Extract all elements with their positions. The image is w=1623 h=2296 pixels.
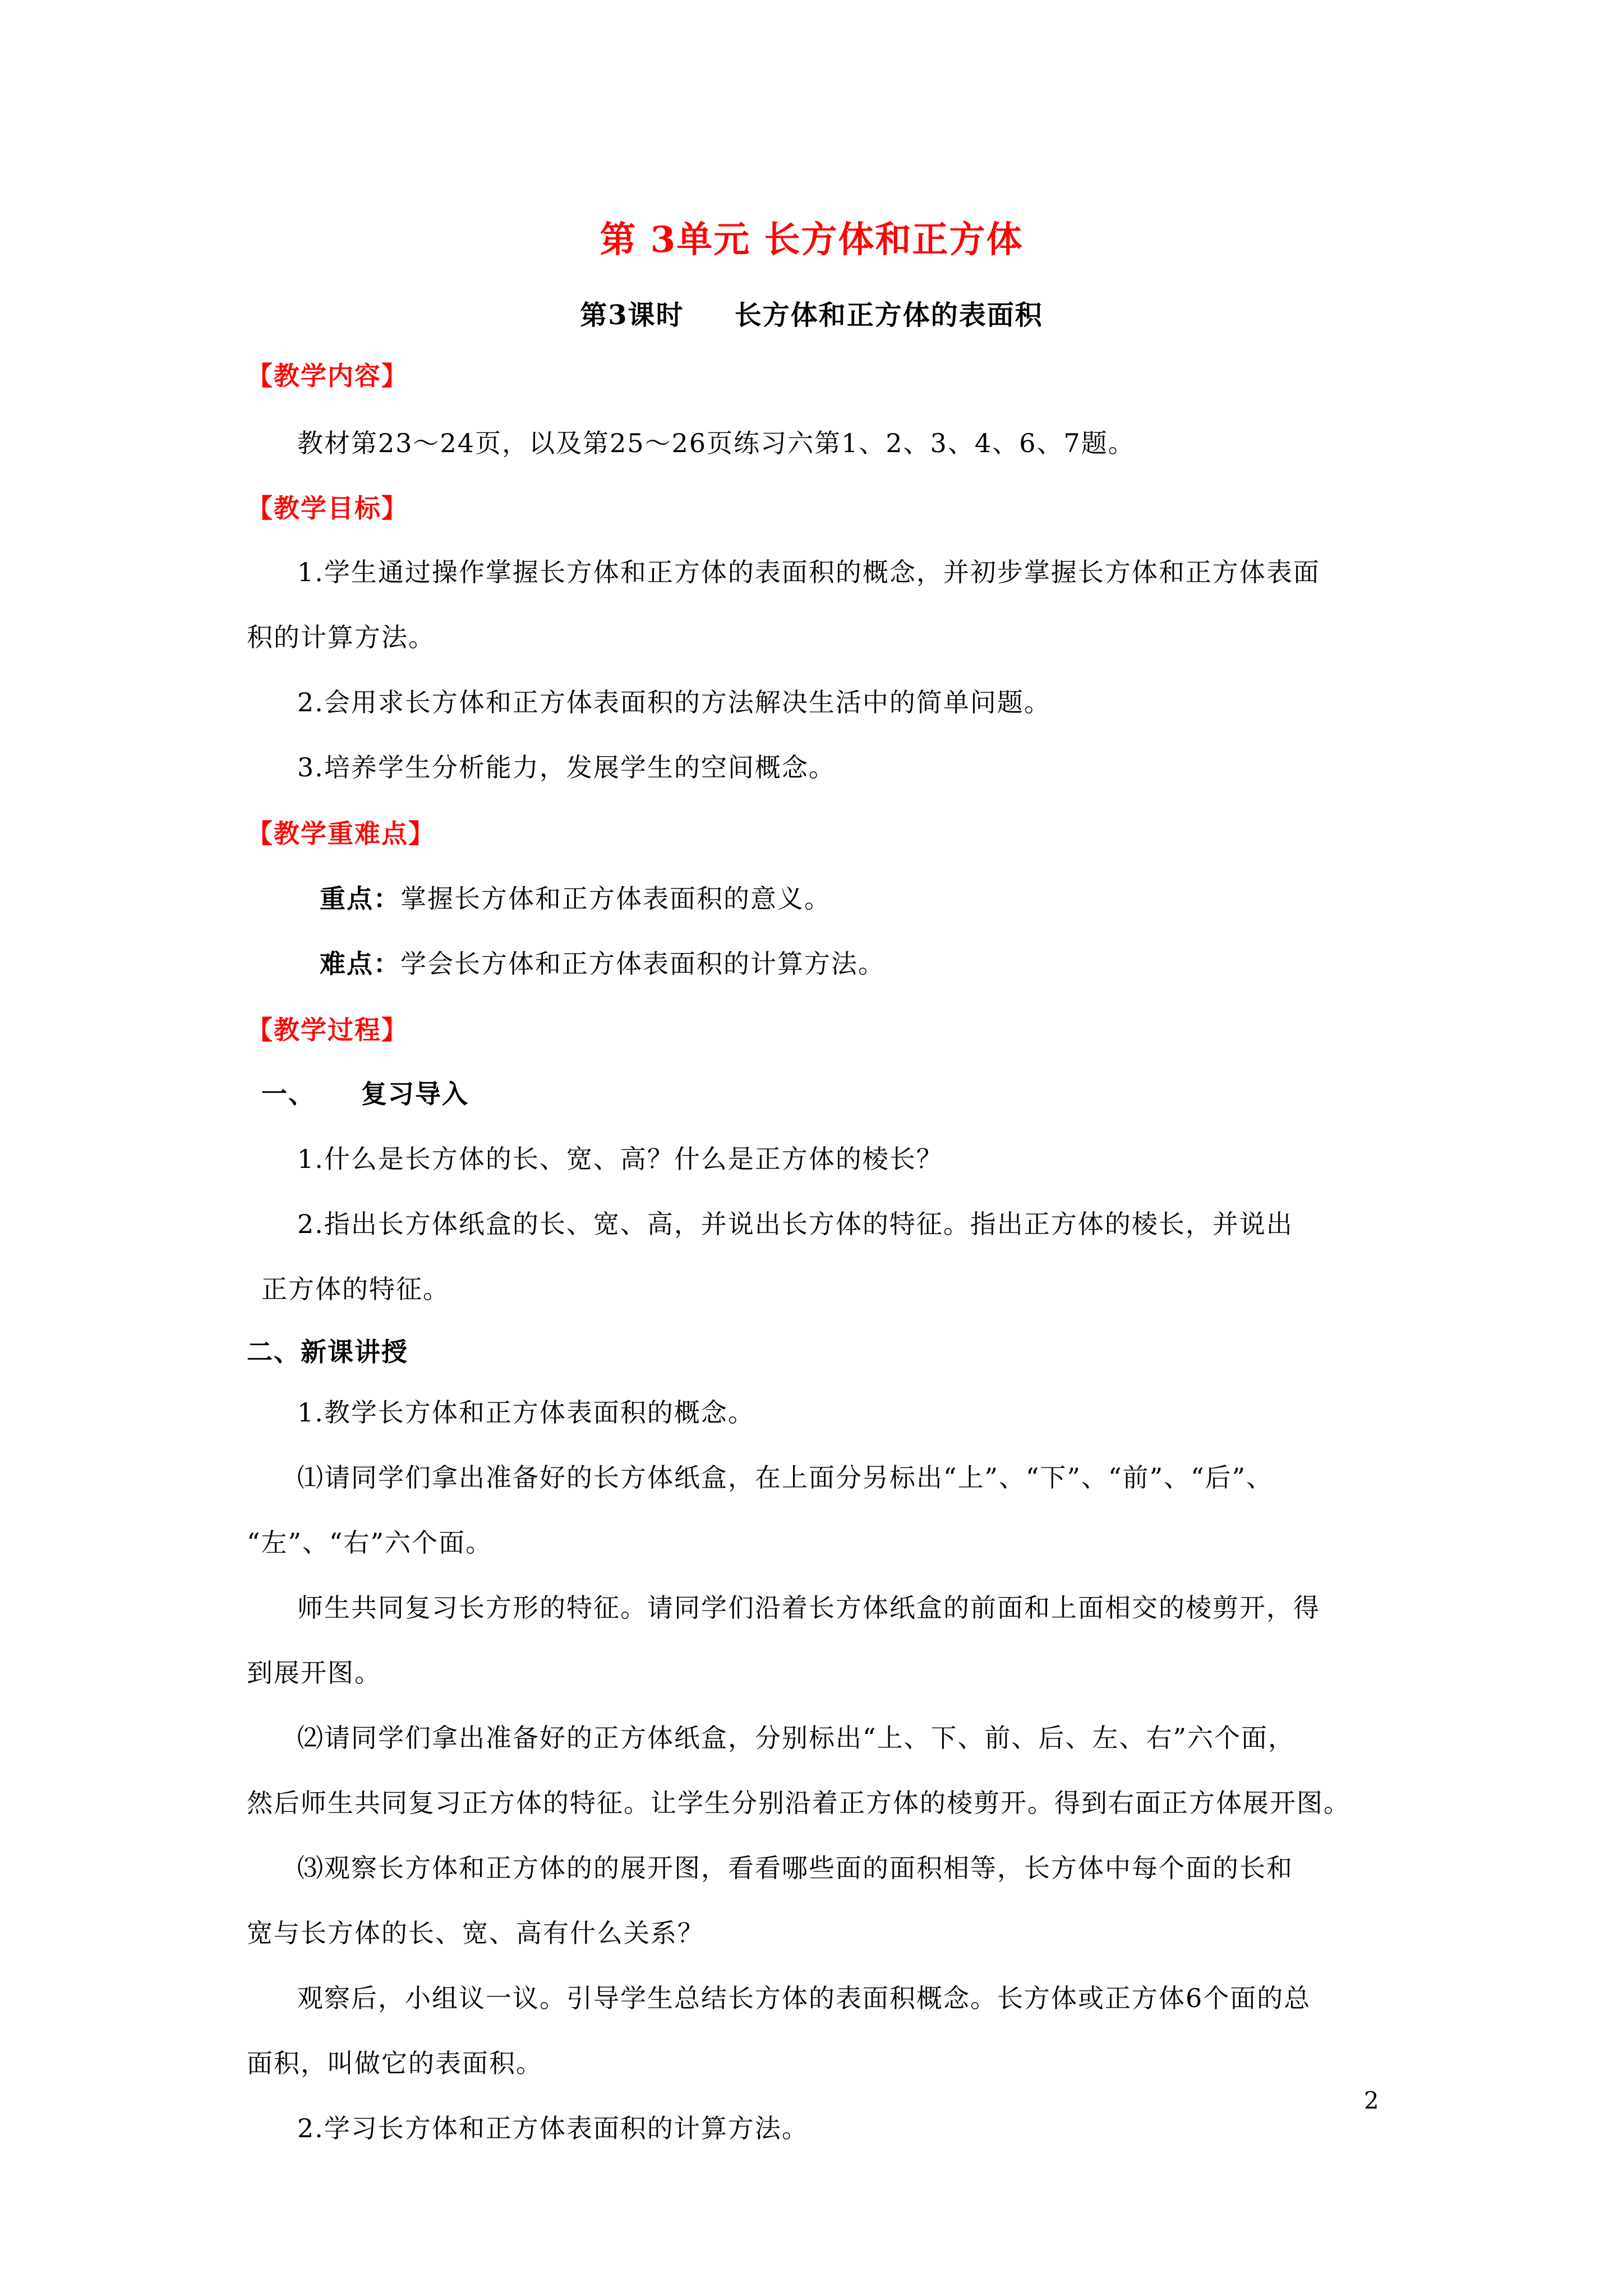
- unit-title: 第 3单元 长方体和正方体: [600, 219, 1023, 261]
- goal-1-line-2: 积的计算方法。: [247, 622, 435, 652]
- part-2-step-2-line-1: ⑵请同学们拿出准备好的正方体纸盒，分别标出“上、下、前、后、左、右”六个面，: [297, 1723, 1295, 1753]
- lesson-topic: 长方体和正方体的表面积: [734, 300, 1043, 331]
- difficult-point-text: 学会长方体和正方体表面积的计算方法。: [400, 949, 885, 979]
- difficult-point: [320, 947, 885, 981]
- part-1-question-2-line-1: 2.指出长方体纸盒的长、宽、高，并说出长方体的特征。指出正方体的棱长，并说出: [297, 1209, 1293, 1239]
- heading-teaching-goals: 【教学目标】: [247, 493, 408, 523]
- part-2-item-2: 2.学习长方体和正方体表面积的计算方法。: [297, 2113, 809, 2143]
- part-2-step-3-line-1: ⑶观察长方体和正方体的的展开图，看看哪些面的面积相等，长方体中每个面的长和: [297, 1853, 1293, 1883]
- part-1-question-1: 1.什么是长方体的长、宽、高？什么是正方体的棱长？: [297, 1144, 943, 1174]
- key-point-text: 掌握长方体和正方体表面积的意义。: [400, 884, 831, 914]
- goal-1-line-1: 1.学生通过操作掌握长方体和正方体的表面积的概念，并初步掌握长方体和正方体表面: [297, 557, 1320, 587]
- part-1-title: 复习导入: [361, 1079, 469, 1109]
- heading-teaching-process: 【教学过程】: [247, 1015, 408, 1045]
- part-2-step-1b-line-1: 师生共同复习长方形的特征。请同学们沿着长方体纸盒的前面和上面相交的棱剪开，得: [297, 1593, 1320, 1623]
- key-point: [320, 882, 831, 915]
- goal-2: 2.会用求长方体和正方体表面积的方法解决生活中的简单问题。: [297, 687, 1051, 717]
- heading-key-difficult-points: 【教学重难点】: [247, 818, 435, 849]
- goal-3: 3.培养学生分析能力，发展学生的空间概念。: [297, 752, 836, 783]
- difficult-point-label: 难点：: [320, 949, 400, 979]
- part-2-step-3b-line-1: 观察后，小组议一议。引导学生总结长方体的表面积概念。长方体或正方体6个面的总: [297, 1983, 1311, 2013]
- key-point-label: 重点：: [320, 884, 400, 914]
- part-1-number: 一、: [261, 1079, 315, 1109]
- part-1-question-2-line-2: 正方体的特征。: [261, 1274, 450, 1304]
- part-2-title: 二、新课讲授: [247, 1337, 408, 1367]
- part-2-item-1: 1.教学长方体和正方体表面积的概念。: [297, 1397, 755, 1428]
- part-2-step-1-line-2: “左”、“右”六个面。: [247, 1527, 493, 1558]
- part-2-step-3b-line-2: 面积，叫做它的表面积。: [247, 2048, 543, 2078]
- heading-teaching-content: 【教学内容】: [247, 361, 408, 391]
- lesson-number: 第3课时: [580, 300, 684, 331]
- part-2-step-1b-line-2: 到展开图。: [247, 1658, 381, 1688]
- part-2-step-2-line-2: 然后师生共同复习正方体的特征。让学生分别沿着正方体的棱剪开。得到右面正方体展开图。: [247, 1788, 1350, 1818]
- lesson-subtitle: [0, 298, 1623, 332]
- page-number: 2: [1364, 2087, 1379, 2114]
- part-2-step-1-line-1: ⑴请同学们拿出准备好的长方体纸盒，在上面分另标出“上”、“下”、“前”、“后”、: [297, 1462, 1274, 1493]
- part-2-step-3-line-2: 宽与长方体的长、宽、高有什么关系？: [247, 1918, 704, 1948]
- teaching-content-text: 教材第23～24页，以及第25～26页练习六第1、2、3、4、6、7题。: [297, 428, 1135, 458]
